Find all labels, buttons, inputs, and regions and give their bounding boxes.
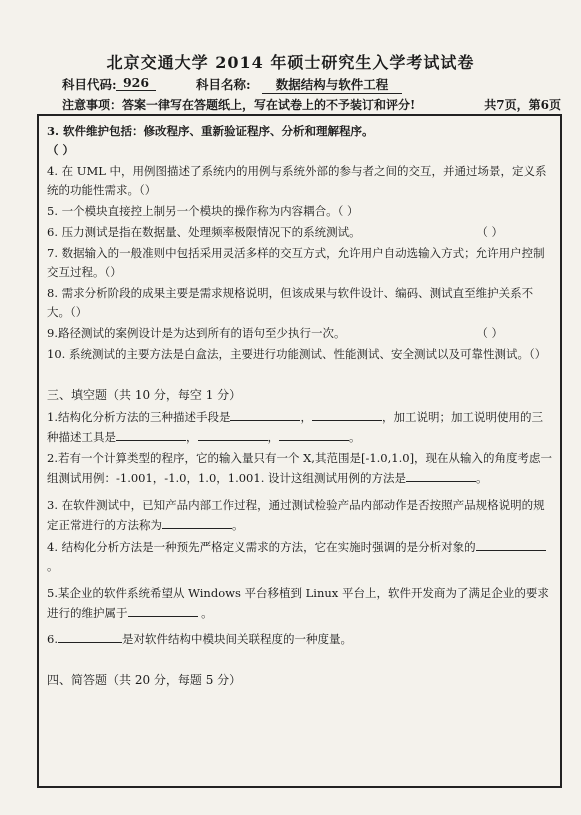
fill-question-3: 3. 在软件测试中，已知产品内部工作过程，通过测试检验产品内部动作是否按照产品规格说明的规定正常进行的方法称为 。 — [47, 498, 545, 532]
question-5: 5. 一个模块直接控上制另一个模块的操作称为内容耦合。（ ） — [47, 204, 359, 218]
fill-question-2: 2.若有一个计算类型的程序，它的输入量只有一个 X,其范围是[-1.0,1.0]，现在从输入的角度考虑一组测试用例：-1.001，-1.0，1.0，1.001. 设计这组测试用例的方法是 。 — [47, 451, 553, 485]
answer-parens: （） — [104, 265, 122, 279]
question-9: 9.路径测试的案例设计是为达到所有的语句至少执行一次。 （ ） — [47, 324, 553, 343]
subject-meta — [62, 75, 561, 95]
answer-parens: （ ） — [337, 204, 359, 218]
answer-parens: （） — [139, 183, 157, 197]
answer-parens: （ ） — [476, 326, 503, 340]
fill-question-4: 4. 结构化分析方法是一种预先严格定义需求的方法，它在实施时强调的是分析对象的。 — [47, 537, 553, 576]
name-label: 科目名称: — [196, 77, 251, 92]
answer-parens: （ ） — [476, 225, 503, 239]
code-value: 926 — [116, 75, 156, 91]
question-content — [47, 122, 553, 692]
fill-question-5: 5.某企业的软件系统希望从 Windows 平台移植到 Linux 平台上，软件开发商为了满足企业的要求进行的维护属于 。 — [47, 586, 549, 620]
fill-heading: 三、填空题（共 10 分，每空 1 分） — [47, 388, 242, 402]
exam-title: 北京交通大学 2014 年硕士研究生入学考试试卷 — [106, 53, 475, 72]
answer-parens: （） — [528, 347, 547, 361]
fill-question-6: 6. 是对软件结构中模块间关联程度的一种度量。 — [47, 629, 553, 649]
notice-text: 注意事项：答案一律写在答题纸上，写在试卷上的不予装订和评分! — [62, 98, 416, 112]
question-3: 3. 软件维护包括：修改程序、重新验证程序、分析和理解程序。 （ ） — [47, 124, 374, 157]
code-label: 科目代码: — [62, 77, 117, 92]
question-4: 4. 在 UML 中，用例图描述了系统内的用例与系统外部的参与者之间的交互，并通过场景，定义系统的功能性需求。（） — [47, 164, 547, 197]
question-7: 7. 数据输入的一般准则中包括采用灵活多样的交互方式，允许用户自动选输入方式；允许用户控制交互过程。（） — [47, 246, 545, 279]
short-answer-heading: 四、简答题（共 20 分，每题 5 分） — [47, 673, 242, 687]
question-6: 6. 压力测试是指在数据量、处理频率极限情况下的系统测试。 （ ） — [47, 223, 553, 242]
answer-parens: （ ） — [47, 143, 75, 157]
page-count: 共7页，第6页 — [484, 98, 561, 112]
answer-parens: （） — [70, 305, 88, 319]
name-value: 数据结构与软件工程 — [262, 75, 402, 94]
fill-question-1: 1.结构化分析方法的三种描述手段是 ， ，加工说明；加工说明使用的三种描述工具是 ， ， 。 — [47, 407, 553, 447]
question-8: 8. 需求分析阶段的成果主要是需求规格说明，但该成果与软件设计、编码、测试直至维护关系不大。（） — [47, 286, 534, 319]
notice-row — [62, 96, 561, 114]
question-10: 10. 系统测试的主要方法是白盒法，主要进行功能测试、性能测试、安全测试以及可靠性测试。（） — [47, 347, 547, 361]
